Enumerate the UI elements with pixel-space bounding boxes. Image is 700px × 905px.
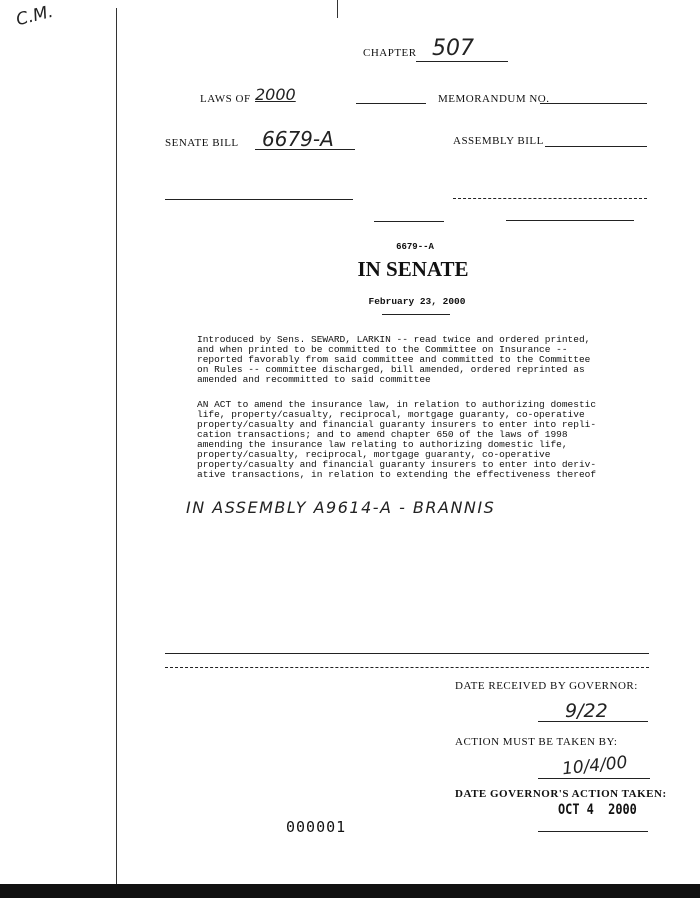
chapter-underline: [416, 61, 508, 62]
separator-rule-2: [165, 667, 649, 668]
blank-rule-right: [453, 198, 647, 199]
text-line: property/casualty and financial guaranty insurers to enter into repli-: [197, 419, 597, 430]
date-rule: [382, 314, 450, 315]
text-line: cation transactions; and to amend chapter 650 of the laws of 1998: [197, 429, 568, 440]
assembly-bill-line: [545, 146, 647, 147]
text-line: property/casualty and financial guaranty insurers to enter into deriv-: [197, 459, 597, 470]
action-taken-stamp: OCT 4 2000: [558, 802, 637, 818]
bill-chamber-title: IN SENATE: [357, 257, 469, 281]
act-paragraph: [197, 400, 642, 480]
date-received-value: 9/22: [565, 700, 608, 722]
chapter-number: 507: [432, 36, 474, 61]
text-line: ative transactions, in relation to extending the effectiveness thereof: [197, 469, 597, 480]
text-line: Introduced by Sens. SEWARD, LARKIN -- read twice and ordered printed,: [197, 334, 591, 345]
senate-bill-number: 6679-A: [262, 127, 334, 151]
chapter-label: CHAPTER: [363, 47, 417, 59]
text-line: AN ACT to amend the insurance law, in relation to authorizing domestic: [197, 399, 597, 410]
text-line: life, property/casualty, reciprocal, mortgage guaranty, co-operative: [197, 409, 585, 420]
text-line: reported favorably from said committee and committed to the Committee: [197, 354, 591, 365]
action-by-label: ACTION MUST BE TAKEN BY:: [455, 736, 618, 748]
text-line: amended and recommitted to said committee: [197, 374, 431, 385]
action-by-value: 10/4/00: [561, 752, 629, 780]
assembly-bill-label: ASSEMBLY BILL: [453, 135, 544, 147]
assembly-handwritten-note: IN ASSEMBLY A9614-A - BRANNIS: [186, 498, 496, 517]
bill-date: February 23, 2000: [368, 296, 466, 307]
introduced-paragraph: [197, 335, 642, 385]
blank-rule-right-short: [506, 220, 634, 221]
date-received-line: [538, 721, 648, 722]
left-margin-rule: [116, 8, 117, 898]
separator-rule-1: [165, 653, 649, 654]
scan-bottom-bar: [0, 884, 700, 898]
page-number: 000001: [286, 818, 347, 836]
action-taken-line: [538, 831, 648, 832]
laws-blank-line: [356, 103, 426, 104]
date-received-label: DATE RECEIVED BY GOVERNOR:: [455, 680, 638, 692]
laws-of-label: LAWS OF: [200, 93, 251, 105]
top-tick-mark: [337, 0, 338, 18]
memorandum-label: MEMORANDUM NO.: [438, 93, 550, 105]
action-taken-label: DATE GOVERNOR'S ACTION TAKEN:: [455, 788, 667, 800]
blank-rule-left: [165, 199, 353, 200]
senate-bill-label: SENATE BILL: [165, 137, 239, 149]
senate-bill-underline: [255, 149, 355, 150]
text-line: property/casualty, reciprocal, mortgage guaranty, co-operative: [197, 449, 551, 460]
text-line: on Rules -- committee discharged, bill amended, ordered reprinted as: [197, 364, 585, 375]
memorandum-line: [540, 103, 647, 104]
bill-number: 6679--A: [396, 242, 434, 252]
laws-of-year: 2000: [255, 85, 296, 104]
text-line: amending the insurance law relating to authorizing domestic life,: [197, 439, 568, 450]
text-line: and when printed to be committed to the Committee on Insurance --: [197, 344, 568, 355]
blank-rule-center: [374, 221, 444, 222]
action-by-line: [538, 778, 650, 779]
margin-initials: C.M.: [14, 1, 56, 31]
